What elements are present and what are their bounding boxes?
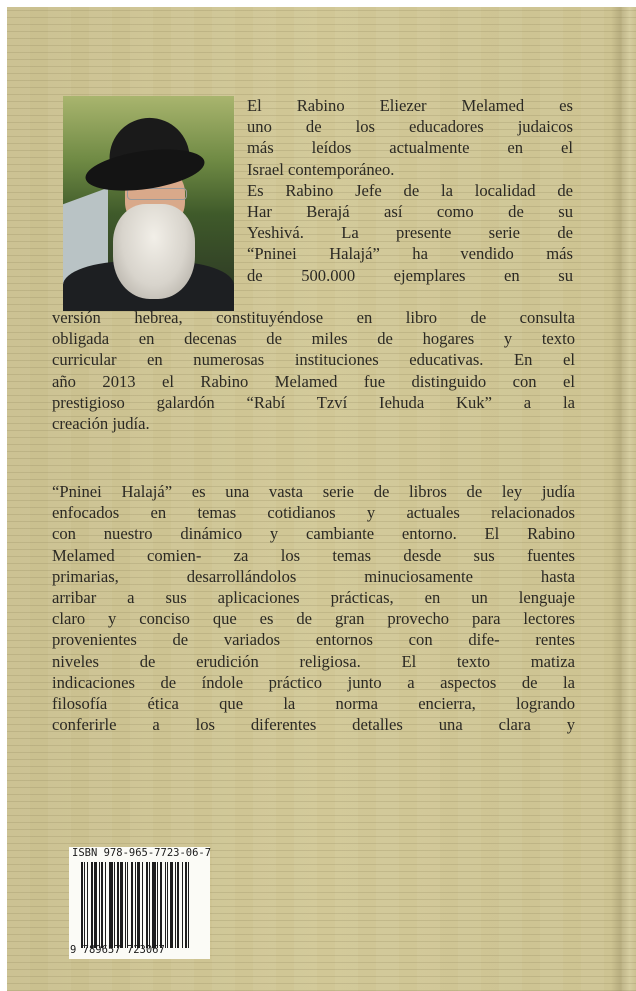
series-line: provenientes de variados entornos con dife- rentes	[52, 630, 575, 650]
series-line: arribar a sus aplicaciones prácticas, en un lenguaje	[52, 588, 575, 608]
isbn-label: ISBN 978-965-7723-06-7	[72, 847, 212, 859]
author-bio-continued	[52, 307, 575, 434]
series-line: claro y conciso que es de gran provecho para lectores	[52, 609, 575, 629]
series-line: con nuestro dinámico y cambiante entorno. El Rabino	[52, 524, 575, 544]
bio-line: de 500.000 ejemplares en su	[247, 265, 573, 285]
series-line: Melamed comien- za los temas desde sus fuentes	[52, 545, 575, 565]
bio-line: curricular en numerosas instituciones educativas. En el	[52, 350, 575, 370]
barcode-bars	[81, 862, 208, 948]
bio-line: prestigioso galardón “Rabí Tzví Iehuda Kuk” a la	[52, 392, 575, 412]
bio-line: creación judía.	[52, 414, 150, 434]
bio-line: versión hebrea, constituyéndose en libro de consulta	[52, 308, 575, 327]
series-line: niveles de erudición religiosa. El texto matiza	[52, 651, 575, 671]
series-description	[52, 481, 575, 735]
bio-line: año 2013 el Rabino Melamed fue distinguido con el	[52, 371, 575, 391]
series-line: enfocados en temas cotidianos y actuales relacionados	[52, 503, 575, 523]
series-line: primarias, desarrollándolos minuciosamente hasta	[52, 566, 575, 586]
ean-digits: 9 789657 723067	[70, 944, 165, 956]
bio-line: Israel contemporáneo.	[247, 159, 395, 179]
bio-line: Yeshivá. La presente serie de	[247, 223, 573, 243]
bio-line: Har Berajá así como de su	[247, 202, 573, 222]
author-photo	[63, 96, 234, 311]
bio-line: más leídos actualmente en el	[247, 138, 573, 158]
bio-line: obligada en decenas de miles de hogares y texto	[52, 329, 575, 349]
book-back-cover	[7, 7, 636, 991]
series-line: indicaciones de índole práctico junto a aspectos de la	[52, 672, 575, 692]
bio-line: “Pninei Halajá” ha vendido más	[247, 244, 573, 264]
bio-line: El Rabino Eliezer Melamed es	[247, 96, 573, 115]
isbn-barcode	[69, 847, 210, 959]
bio-line: uno de los educadores judaicos	[247, 117, 573, 137]
series-line: “Pninei Halajá” es una vasta serie de libros de ley judía	[52, 482, 575, 501]
author-bio-top	[247, 95, 573, 286]
series-line: conferirle a los diferentes detalles una clara y	[52, 715, 575, 735]
photo-beard	[113, 204, 195, 299]
bio-line: Es Rabino Jefe de la localidad de	[247, 180, 573, 200]
series-line: filosofía ética que la norma encierra, logrando	[52, 694, 575, 714]
